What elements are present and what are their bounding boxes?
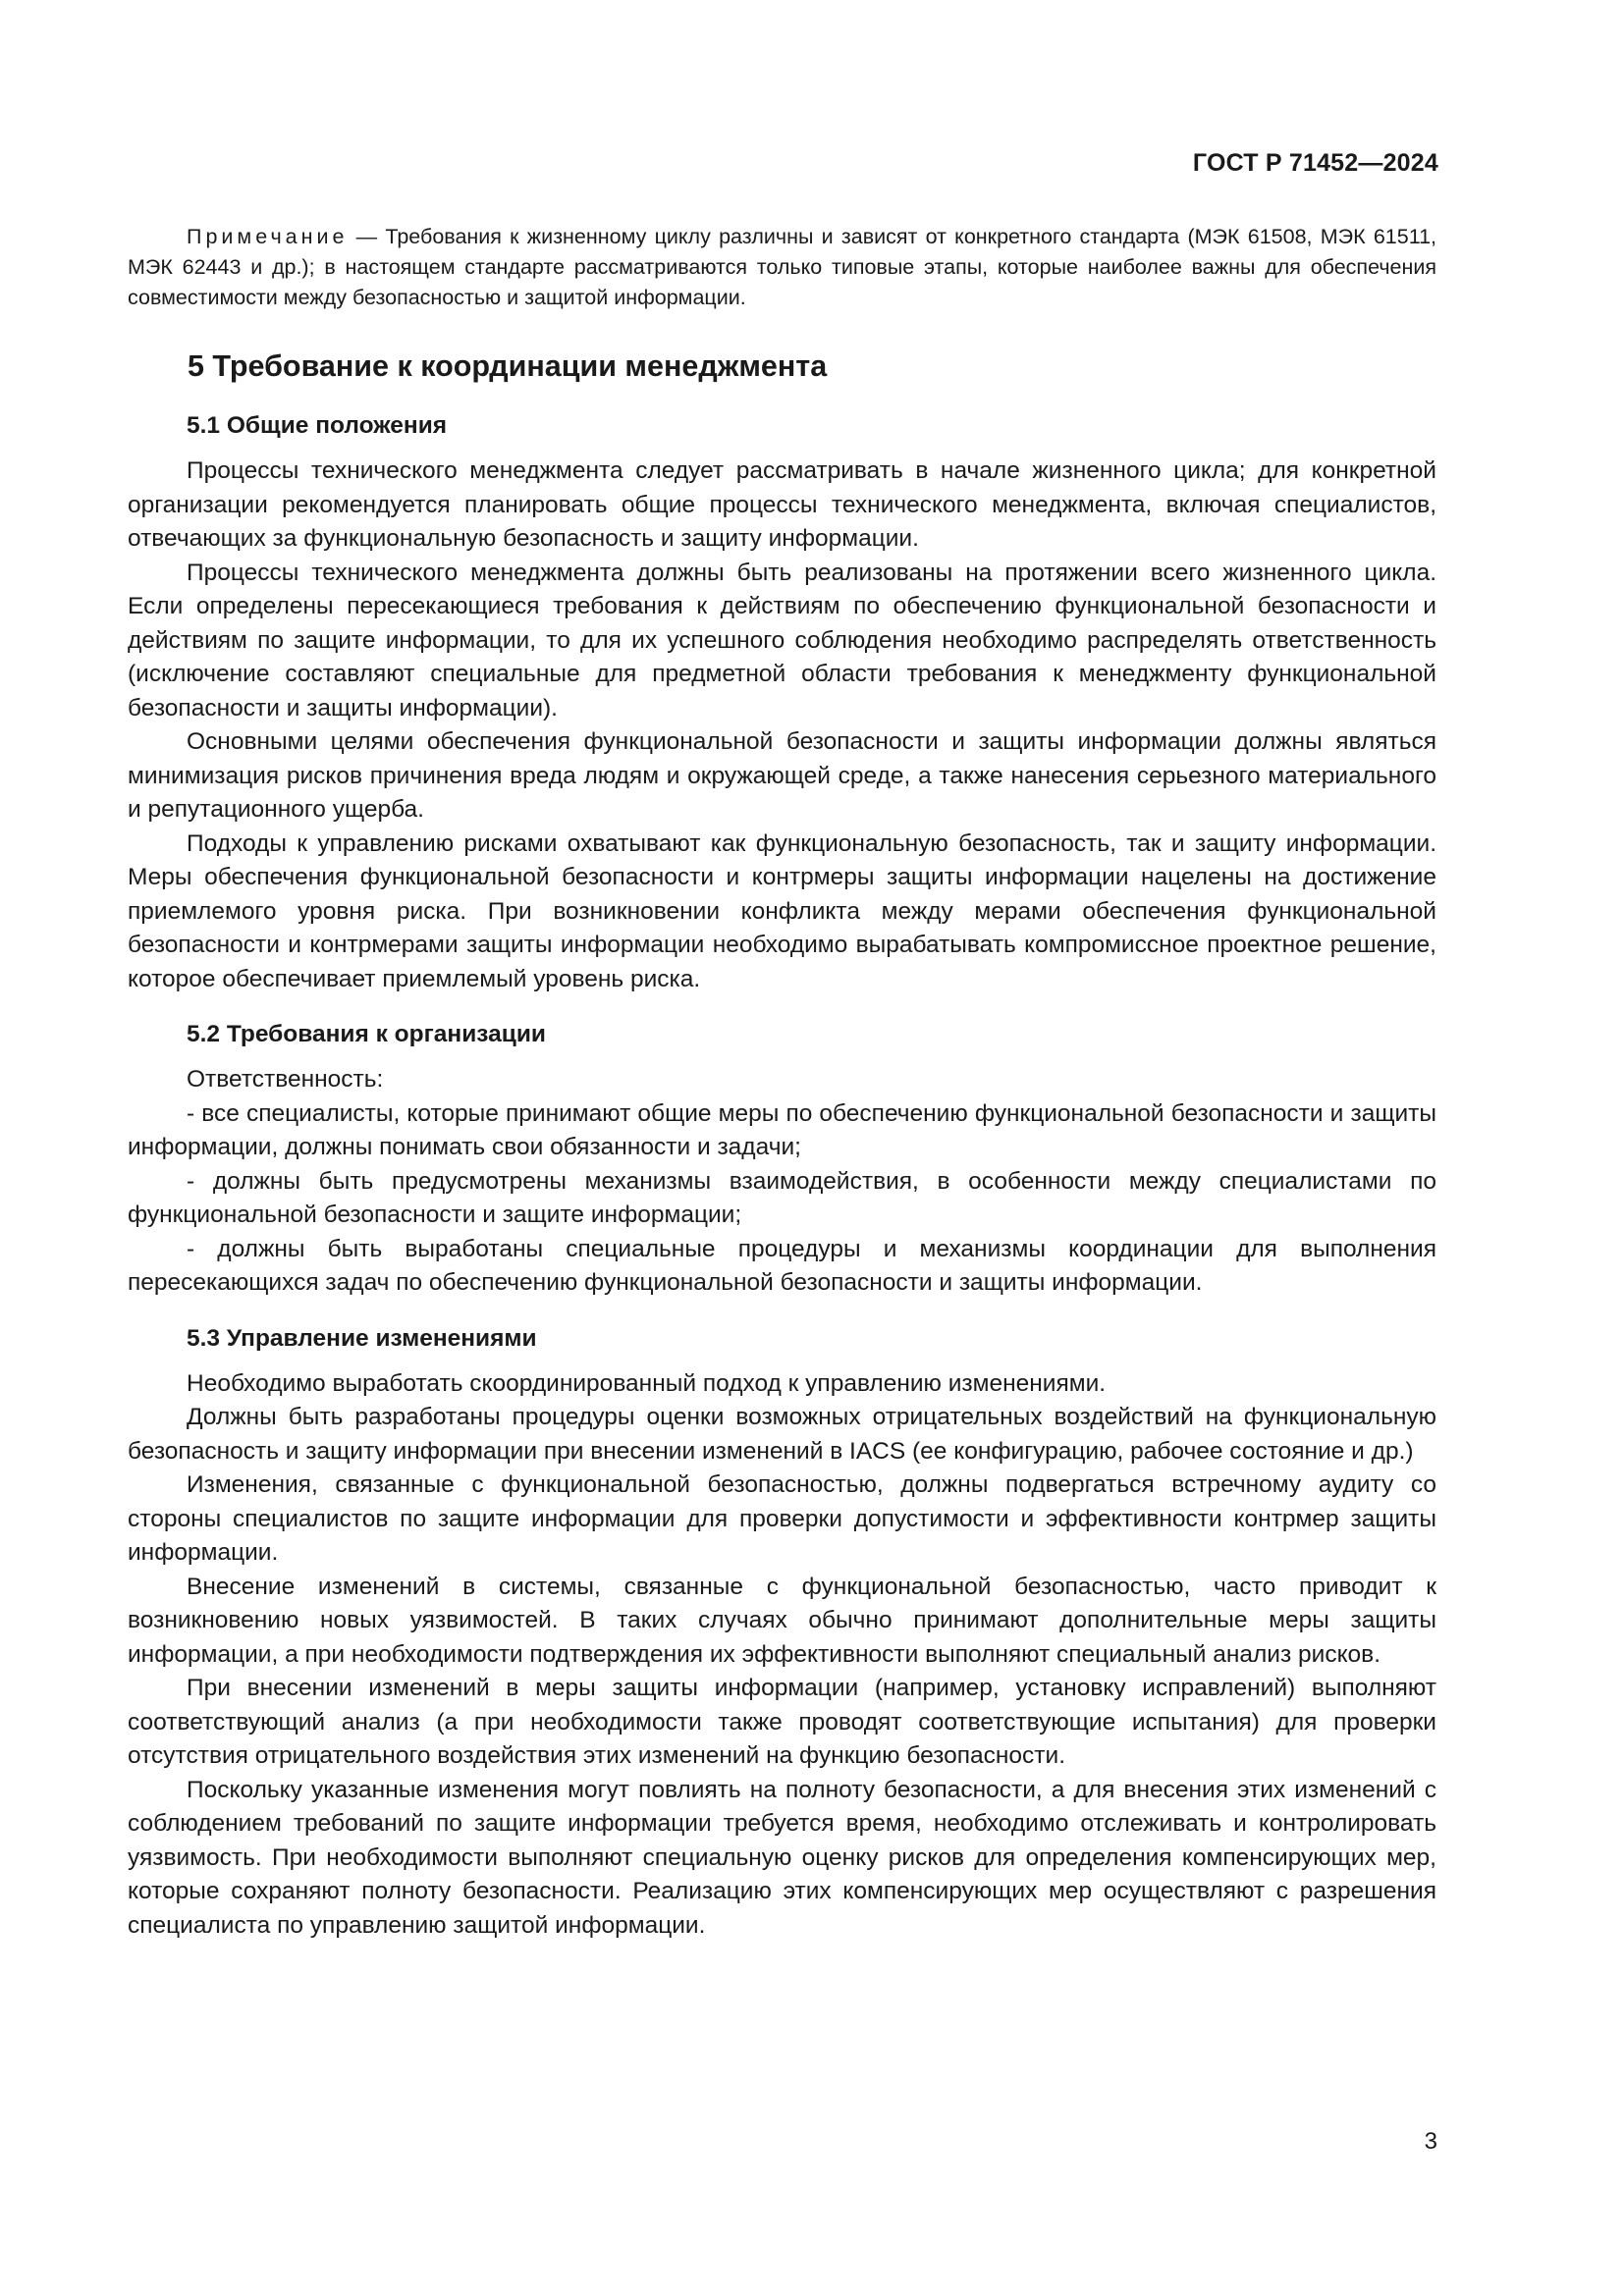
paragraph: Необходимо выработать скоординированный подход к управлению изменениями.: [187, 1369, 1107, 1397]
paragraph: Процессы технического менеджмента следует рассматривать в начале жизненного цикла; для конкретной организации рекомендуется планировать общие процессы технического менеджмента, включая специалистов, отвечающих за функциональную безопасность и защиту информации.: [128, 457, 1436, 552]
section-5-title: 5 Требование к координации менеджмента: [188, 349, 828, 383]
note-label: Примечание: [187, 225, 349, 248]
paragraph: Подходы к управлению рисками охватывают как функциональную безопасность, так и защиту информации. Меры обеспечения функциональной безопасности и контрмеры защиты информации нацелены на достижение приемлемого уровня риска. При возникновении конфликта между мерами обеспечения функциональной безопасности и контрмерами защиты информации необходимо вырабатывать компромиссное проектное решение, которое обеспечивает приемлемый уровень риска.: [128, 829, 1436, 992]
list-item: - должны быть предусмотрены механизмы взаимодействия, в особенности между специалистами по функциональной безопасности и защите информации;: [128, 1167, 1436, 1228]
document-code: ГОСТ Р 71452—2024: [1192, 149, 1438, 177]
page-number: 3: [1424, 2128, 1437, 2155]
responsibility-lead: Ответственность:: [187, 1066, 384, 1093]
list-item: - все специалисты, которые принимают общие меры по обеспечению функциональной безопасности и защиты информации, должны понимать свои обязанности и задачи;: [128, 1099, 1436, 1160]
page-content: [128, 222, 1436, 1943]
section-5-3-title: 5.3 Управление изменениями: [187, 1324, 537, 1352]
section-5-2-body: [128, 1063, 1436, 1301]
paragraph: Процессы технического менеджмента должны быть реализованы на протяжении всего жизненного цикла. Если определены пересекающиеся требования к действиям по обеспечению функциональной безопасности и действиям по защите информации, то для их успешного соблюдения необходимо распределять ответственность (исключение составляют специальные для предметной области требования к менеджменту функциональной безопасности и защиты информации).: [128, 559, 1436, 721]
note-block: [128, 222, 1436, 313]
section-5-1-body: [128, 454, 1436, 996]
note-text: — Требования к жизненному циклу различны и зависят от конкретного стандарта (МЭК 61508, МЭК 61511, МЭК 62443 и др.); в настоящем стандарте рассматриваются только типовые этапы, которые наиболее важны для обеспечения совместимости между безопасностью и защитой информации.: [128, 225, 1436, 309]
note-paragraph: [128, 222, 1436, 313]
list-item: - должны быть выработаны специальные процедуры и механизмы координации для выполнения пересекающихся задач по обеспечению функциональной безопасности и защиты информации.: [128, 1235, 1436, 1296]
section-5-2-title: 5.2 Требования к организации: [187, 1021, 546, 1047]
section-5-3-body: [128, 1367, 1436, 1944]
paragraph: Изменения, связанные с функциональной безопасностью, должны подвергаться встречному аудиту со стороны специалистов по защите информации для проверки допустимости и эффективности контрмер защиты информации.: [128, 1471, 1436, 1566]
paragraph: Основными целями обеспечения функциональной безопасности и защиты информации должны являться минимизация рисков причинения вреда людям и окружающей среде, а также нанесения серьезного материального и репутационного ущерба.: [128, 728, 1436, 823]
section-5-1-title: 5.1 Общие положения: [187, 412, 448, 439]
paragraph: При внесении изменений в меры защиты информации (например, установку исправлений) выполняют соответствующий анализ (а при необходимости также проводят соответствующие испытания) для проверки отсутствия отрицательного воздействия этих изменений на функцию безопасности.: [128, 1675, 1436, 1769]
paragraph: Должны быть разработаны процедуры оценки возможных отрицательных воздействий на функциональную безопасность и защиту информации при внесении изменений в IACS (ее конфигурацию, рабочее состояние и др.): [128, 1404, 1436, 1465]
paragraph: Внесение изменений в системы, связанные с функциональной безопасностью, часто приводит к возникновению новых уязвимостей. В таких случаях обычно принимают дополнительные меры защиты информации, а при необходимости подтверждения их эффективности выполняют специальный анализ рисков.: [128, 1573, 1436, 1668]
paragraph: Поскольку указанные изменения могут повлиять на полноту безопасности, а для внесения этих изменений с соблюдением требований по защите информации требуется время, необходимо отслеживать и контролировать уязвимость. При необходимости выполняют специальную оценку рисков для определения компенсирующих мер, которые сохраняют полноту безопасности. Реализацию этих компенсирующих мер осуществляют с разрешения специалиста по управлению защитой информации.: [128, 1776, 1436, 1939]
